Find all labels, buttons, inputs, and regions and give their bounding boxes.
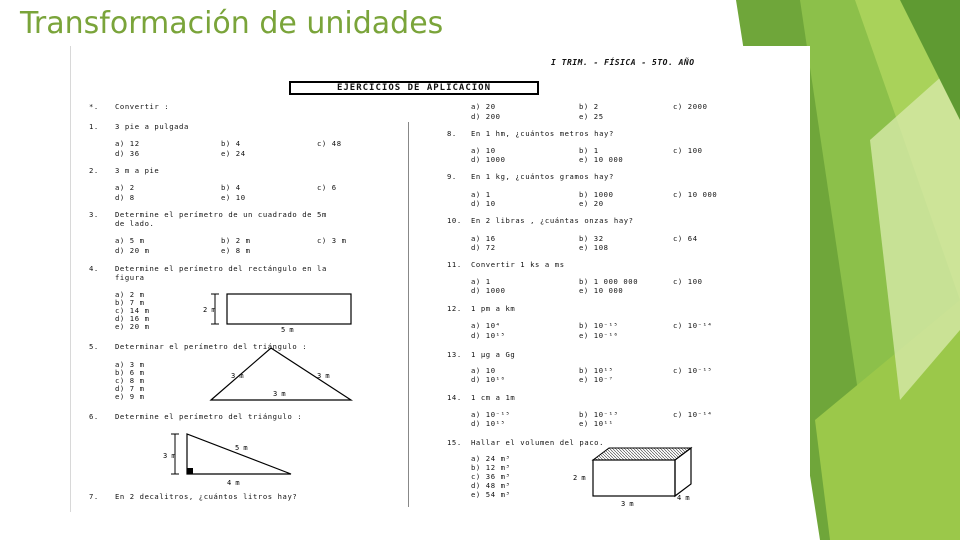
option: b) 4 [221, 139, 241, 148]
option: d) 10¹⁵ [471, 419, 506, 428]
option: a) 20 [471, 102, 496, 111]
question-number: 1. [89, 122, 99, 131]
option: b) 1 000 000 [579, 277, 639, 286]
triangle-left-side-label: 3 m [231, 372, 244, 380]
question-text: 1 cm a 1m [471, 393, 516, 402]
option: a) 10⁴ [471, 321, 501, 330]
option: d) 8 [115, 193, 135, 202]
option: c) 10⁻¹⁴ [673, 410, 713, 419]
question-number: 9. [447, 172, 457, 181]
option: d) 72 [471, 243, 496, 252]
option: b) 10⁻¹³ [579, 410, 619, 419]
option: c) 14 m [115, 306, 150, 315]
question-text: 1 pm a km [471, 304, 516, 313]
question-number: 3. [89, 210, 99, 219]
option: c) 10⁻¹⁴ [673, 321, 713, 330]
option: a) 3 m [115, 360, 145, 369]
rectangle-figure [203, 290, 363, 332]
slide-title: Transformación de unidades [20, 6, 444, 41]
option: e) 108 [579, 243, 609, 252]
column-divider [408, 122, 409, 507]
option: c) 6 [317, 183, 337, 192]
option: e) 10¹¹ [579, 419, 614, 428]
question-text: 3 pie a pulgada [115, 122, 189, 131]
question-text: En 1 kg, ¿cuántos gramos hay? [471, 172, 614, 181]
box-height-label: 2 m [573, 474, 586, 482]
right-triangle-figure [161, 428, 321, 490]
option: c) 8 m [115, 376, 145, 385]
question-number: 4. [89, 264, 99, 273]
question-text: Determine el perímetro del rectángulo en la [115, 264, 327, 273]
option: d) 200 [471, 112, 501, 121]
option: a) 2 [115, 183, 135, 192]
option: b) 7 m [115, 298, 145, 307]
option: a) 10⁻¹⁵ [471, 410, 511, 419]
option: a) 2 m [115, 290, 145, 299]
option: e) 20 m [115, 322, 150, 331]
question-number: *. [89, 102, 99, 111]
option: a) 10 [471, 366, 496, 375]
option: b) 12 m³ [471, 463, 511, 472]
option: a) 1 [471, 277, 491, 286]
box-prism-figure [571, 446, 711, 510]
box-front-face [593, 460, 675, 496]
question-text: En 2 decalitros, ¿cuántos litros hay? [115, 492, 298, 501]
option: c) 64 [673, 234, 698, 243]
right-angle-marker [187, 468, 193, 474]
option: c) 100 [673, 146, 703, 155]
equilateral-triangle-figure [201, 344, 371, 406]
option: e) 54 m³ [471, 490, 511, 499]
option: d) 10¹⁵ [471, 331, 506, 340]
option: c) 36 m³ [471, 472, 511, 481]
right-triangle-hypotenuse-label: 5 m [235, 444, 248, 452]
option: d) 1000 [471, 155, 506, 164]
option: e) 24 [221, 149, 246, 158]
question-number: 12. [447, 304, 462, 313]
option: c) 3 m [317, 236, 347, 245]
option: c) 100 [673, 277, 703, 286]
option: b) 1 [579, 146, 599, 155]
question-number: 14. [447, 393, 462, 402]
option: a) 5 m [115, 236, 145, 245]
question-number: 8. [447, 129, 457, 138]
option: b) 6 m [115, 368, 145, 377]
option: a) 10 [471, 146, 496, 155]
question-text: 3 m a pie [115, 166, 160, 175]
rectangle-width-label: 5 m [281, 326, 294, 334]
question-number: 15. [447, 438, 462, 447]
option: c) 10 000 [673, 190, 718, 199]
option: e) 10 000 [579, 155, 624, 164]
option: c) 2000 [673, 102, 708, 111]
question-number: 2. [89, 166, 99, 175]
right-triangle-shape [187, 434, 291, 474]
worksheet-image [70, 46, 810, 512]
question-number: 5. [89, 342, 99, 351]
option: d) 16 m [115, 314, 150, 323]
option: b) 2 m [221, 236, 251, 245]
question-text: Hallar el volumen del paco. [471, 438, 605, 447]
option: b) 32 [579, 234, 604, 243]
option: d) 36 [115, 149, 140, 158]
worksheet-header: I TRIM. - FÍSICA - 5TO. AÑO [551, 58, 695, 67]
question-text: Convertir 1 ks a ms [471, 260, 565, 269]
box-width-label: 3 m [621, 500, 634, 508]
option: a) 16 [471, 234, 496, 243]
question-text: Determinar el perímetro del triángulo : [115, 342, 308, 351]
question-text: En 1 hm, ¿cuántos metros hay? [471, 129, 614, 138]
option: e) 25 [579, 112, 604, 121]
option: e) 20 [579, 199, 604, 208]
triangle-right-side-label: 3 m [317, 372, 330, 380]
option: d) 7 m [115, 384, 145, 393]
question-number: 13. [447, 350, 462, 359]
question-number: 6. [89, 412, 99, 421]
triangle-base-label: 3 m [273, 390, 286, 398]
option: d) 20 m [115, 246, 150, 255]
question-number: 10. [447, 216, 462, 225]
right-triangle-height-label: 3 m [163, 452, 176, 460]
question-text: Convertir : [115, 102, 170, 111]
option: b) 1000 [579, 190, 614, 199]
question-text: Determine el perímetro de un cuadrado de 5m [115, 210, 327, 219]
right-triangle-base-label: 4 m [227, 479, 240, 487]
option: e) 8 m [221, 246, 251, 255]
option: c) 10⁻¹⁵ [673, 366, 713, 375]
option: d) 48 m³ [471, 481, 511, 490]
question-number: 7. [89, 492, 99, 501]
option: c) 48 [317, 139, 342, 148]
question-text-cont: de lado. [115, 219, 155, 228]
box-depth-label: 4 m [677, 494, 690, 502]
option: b) 10⁻¹⁵ [579, 321, 619, 330]
option: b) 10¹⁵ [579, 366, 614, 375]
rectangle-shape [227, 294, 351, 324]
option: e) 10 000 [579, 286, 624, 295]
option: e) 9 m [115, 392, 145, 401]
question-text: En 2 libras , ¿cuántas onzas hay? [471, 216, 634, 225]
option: d) 10¹⁰ [471, 375, 506, 384]
worksheet-title: EJERCICIOS DE APLICACIÓN [289, 81, 539, 95]
option: e) 10⁻¹⁶ [579, 331, 619, 340]
option: d) 10 [471, 199, 496, 208]
box-top-face [593, 448, 691, 460]
option: d) 1000 [471, 286, 506, 295]
option: b) 2 [579, 102, 599, 111]
option: e) 10 [221, 193, 246, 202]
question-number: 11. [447, 260, 462, 269]
option: a) 12 [115, 139, 140, 148]
option: e) 10⁻⁷ [579, 375, 614, 384]
option: a) 24 m³ [471, 454, 511, 463]
question-text-cont: figura [115, 273, 145, 282]
option: b) 4 [221, 183, 241, 192]
question-text: 1 μg a Gg [471, 350, 516, 359]
question-text: Determine el perímetro del triángulo : [115, 412, 303, 421]
rectangle-height-label: 2 m [203, 306, 216, 314]
option: a) 1 [471, 190, 491, 199]
